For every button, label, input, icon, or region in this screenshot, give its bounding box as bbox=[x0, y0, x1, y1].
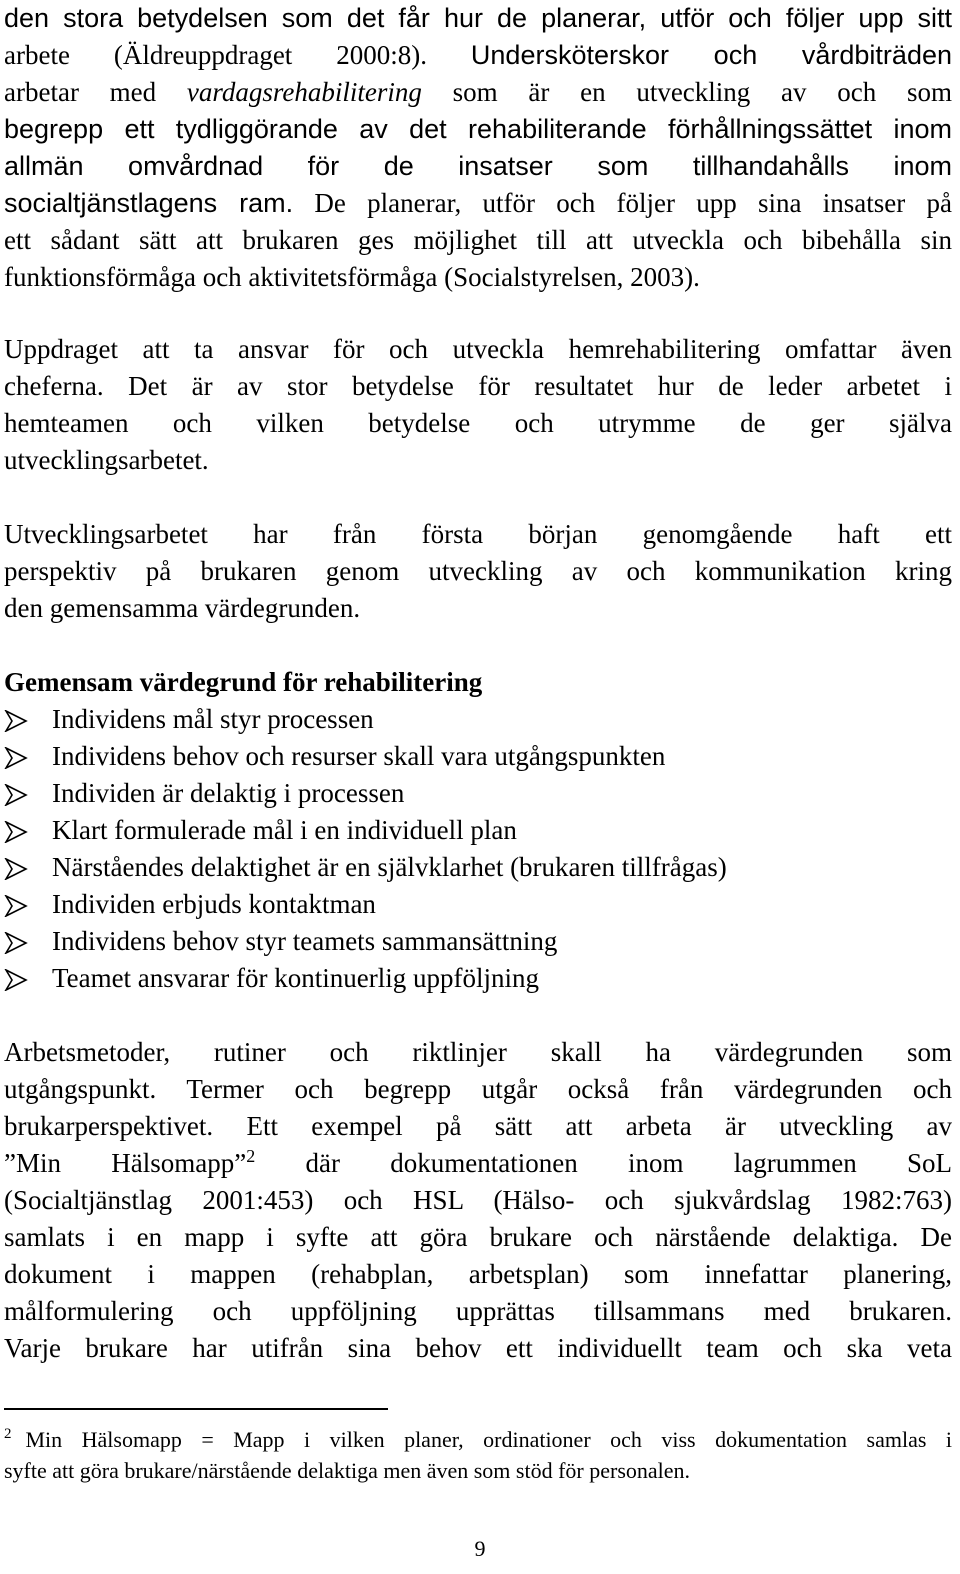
section-heading: Gemensam värdegrund för rehabilitering bbox=[4, 667, 483, 697]
paragraph-4 bbox=[4, 1034, 952, 1367]
footnote-reference: 2 bbox=[246, 1146, 256, 1166]
text-span: där dokumentationen inom lagrummen SoL bbox=[255, 1148, 952, 1178]
list-item-text: Klart formulerade mål i en individuell plan bbox=[52, 815, 517, 845]
list-item bbox=[4, 960, 952, 997]
text-span: socialtjänstlagens ram. bbox=[4, 188, 294, 218]
text-line: brukarperspektivet. Ett exempel på sätt att arbeta är utveckling av bbox=[4, 1111, 952, 1141]
text-line: dokument i mappen (rehabplan, arbetsplan) som innefattar planering, bbox=[4, 1259, 952, 1289]
text-span: som är en utveckling av och som bbox=[421, 77, 952, 107]
italic-term: vardagsrehabilitering bbox=[186, 77, 422, 107]
text-line: Varje brukare har utifrån sina behov ett individuellt team och ska veta bbox=[4, 1333, 952, 1363]
text-span: Undersköterskor och vårdbiträden bbox=[470, 40, 952, 70]
text-line: hemteamen och vilken betydelse och utrymme de ger själva bbox=[4, 408, 952, 438]
footnote bbox=[4, 1424, 952, 1486]
text-line: allmän omvårdnad för de insatser som tillhandahålls inom bbox=[4, 151, 952, 181]
text-line: Utvecklingsarbetet har från första början genomgående haft ett bbox=[4, 519, 952, 549]
list-item-text: Individen erbjuds kontaktman bbox=[52, 889, 376, 919]
text-line bbox=[4, 1145, 952, 1182]
text-span: Det är av stor betydelse för resultatet hur de leder arbetet i bbox=[128, 371, 952, 401]
list-item bbox=[4, 923, 952, 960]
text-line: Uppdraget att ta ansvar för och utveckla hemrehabilitering omfattar även bbox=[4, 334, 952, 364]
text-span: De planerar, utför och följer upp sina insatser på bbox=[314, 188, 952, 218]
arrow-bullet-icon bbox=[4, 812, 52, 849]
text-line: den stora betydelsen som det får hur de planerar, utför och följer upp sitt bbox=[4, 3, 952, 33]
list-item bbox=[4, 886, 952, 923]
text-span: ”Min Hälsomapp” bbox=[4, 1148, 247, 1178]
text-span: arbetar med bbox=[4, 77, 187, 107]
arrow-bullet-icon bbox=[4, 775, 52, 812]
arrow-bullet-icon bbox=[4, 886, 52, 923]
text-line: Arbetsmetoder, rutiner och riktlinjer skall ha värdegrunden som bbox=[4, 1037, 952, 1067]
list-item bbox=[4, 849, 952, 886]
footnote-divider bbox=[4, 1408, 388, 1410]
page-number: 9 bbox=[474, 1536, 486, 1561]
list-item-text: Närståendes delaktighet är en självklarhet (brukaren tillfrågas) bbox=[52, 852, 727, 882]
text-line: den gemensamma värdegrunden. bbox=[4, 593, 361, 623]
arrow-bullet-icon bbox=[4, 738, 52, 775]
arrow-bullet-icon bbox=[4, 923, 52, 960]
text-line: utgångspunkt. Termer och begrepp utgår också från värdegrunden och bbox=[4, 1074, 952, 1104]
text-line: samlats i en mapp i syfte att göra brukare och närstående delaktiga. De bbox=[4, 1222, 952, 1252]
text-line bbox=[4, 368, 952, 405]
text-line: målformulering och uppföljning upprättas tillsammans med brukaren. bbox=[4, 1296, 952, 1326]
list-item-text: Individens behov och resurser skall vara utgångspunkten bbox=[52, 741, 666, 771]
arrow-bullet-icon bbox=[4, 960, 52, 997]
text-line: funktionsförmåga och aktivitetsförmåga (Socialstyrelsen, 2003). bbox=[4, 262, 700, 292]
text-line: (Socialtjänstlag 2001:453) och HSL (Hälso- och sjukvårdslag 1982:763) bbox=[4, 1185, 952, 1215]
text-line: utvecklingsarbetet. bbox=[4, 445, 209, 475]
text-line: perspektiv på brukaren genom utveckling av och kommunikation kring bbox=[4, 556, 952, 586]
values-section bbox=[4, 664, 952, 997]
text-span: Min Hälsomapp = Mapp i vilken planer, ordinationer och viss dokumentation samlas i bbox=[25, 1427, 952, 1452]
text-span: cheferna. bbox=[4, 371, 104, 401]
text-line bbox=[4, 37, 952, 74]
footnote-line: syfte att göra brukare/närstående delaktiga men även som stöd för personalen. bbox=[4, 1458, 691, 1483]
text-line: ett sådant sätt att brukaren ges möjlighet till att utveckla och bibehålla sin bbox=[4, 225, 952, 255]
list-item bbox=[4, 775, 952, 812]
paragraph-1 bbox=[4, 0, 952, 296]
footnote-mark: 2 bbox=[4, 1426, 12, 1442]
text-line bbox=[4, 74, 952, 111]
paragraph-2 bbox=[4, 331, 952, 479]
text-line: begrepp ett tydliggörande av det rehabiliterande förhållningssättet inom bbox=[4, 114, 952, 144]
paragraph-3 bbox=[4, 516, 952, 627]
list-item-text: Individens behov styr teamets sammansättning bbox=[52, 926, 558, 956]
text-span: arbete (Äldreuppdraget 2000:8). bbox=[4, 40, 427, 70]
list-item bbox=[4, 738, 952, 775]
arrow-bullet-icon bbox=[4, 701, 52, 738]
list-item-text: Individen är delaktig i processen bbox=[52, 778, 405, 808]
values-list bbox=[4, 701, 952, 997]
text-line bbox=[4, 185, 952, 222]
list-item-text: Teamet ansvarar för kontinuerlig uppföljning bbox=[52, 963, 539, 993]
list-item-text: Individens mål styr processen bbox=[52, 704, 374, 734]
arrow-bullet-icon bbox=[4, 849, 52, 886]
footnote-line bbox=[4, 1424, 952, 1455]
list-item bbox=[4, 812, 952, 849]
list-item bbox=[4, 701, 952, 738]
